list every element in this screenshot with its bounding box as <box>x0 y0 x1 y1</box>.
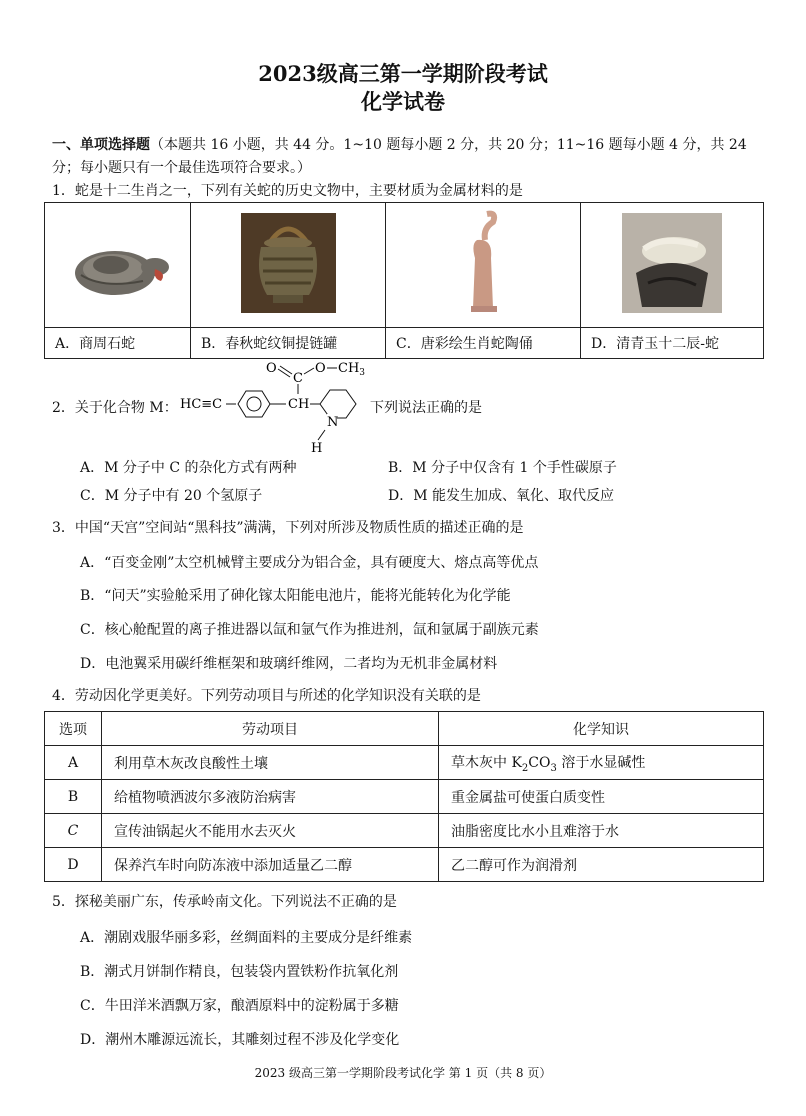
q2-stem-prefix: 2．关于化合物 M： <box>52 400 178 416</box>
section-heading: 一、单项选择题 <box>52 137 150 153</box>
section-note-cont: 分；每小题只有一个最佳选项符合要求。） <box>52 160 311 176</box>
q1-option-b: B．春秋蛇纹铜提链罐 <box>191 328 386 359</box>
structure-hydrogen: H <box>311 441 323 455</box>
compound-m-structure <box>180 360 370 455</box>
q2-option-d: D．M 能发生加成、氧化、取代反应 <box>388 488 615 504</box>
q1-image-cell-d <box>581 203 764 328</box>
q4-header-row <box>45 712 764 746</box>
q1-option-a: A．商周石蛇 <box>45 328 191 359</box>
q4-row-labor: 保养汽车时向防冻液中添加适量乙二醇 <box>102 848 439 882</box>
structure-carbonyl-o: O <box>266 361 277 376</box>
q1-image-table <box>44 202 764 359</box>
table-row <box>45 746 764 780</box>
structure-carbon: C <box>293 371 303 386</box>
exam-title: 2023级高三第一学期阶段考试 <box>258 61 548 86</box>
q4-row-option: D <box>45 848 102 882</box>
table-row <box>45 814 764 848</box>
stone-snake-image <box>63 223 173 303</box>
q3-option-d: D．电池翼采用碳纤维框架和玻璃纤维网，二者均为无机非金属材料 <box>80 656 498 672</box>
q4-header-knowledge: 化学知识 <box>439 712 764 746</box>
q4-stem: 4．劳动因化学更美好。下列劳动项目与所述的化学知识没有关联的是 <box>52 688 481 704</box>
q4-row-option: C <box>45 814 102 848</box>
bronze-jar-image <box>241 213 336 313</box>
section-heading-line <box>52 135 747 155</box>
q5-option-c: C．牛田洋米酒飘万家，酿酒原料中的淀粉属于多糖 <box>80 998 399 1014</box>
q4-header-option: 选项 <box>45 712 102 746</box>
q1-option-c: C．唐彩绘生肖蛇陶俑 <box>386 328 581 359</box>
q1-image-cell-c <box>386 203 581 328</box>
q5-stem: 5．探秘美丽广东，传承岭南文化。下列说法不正确的是 <box>52 894 397 910</box>
q4-header-labor: 劳动项目 <box>102 712 439 746</box>
q1-image-cell-b <box>191 203 386 328</box>
q4-row-labor: 利用草木灰改良酸性土壤 <box>102 746 439 780</box>
q2-option-b: B．M 分子中仅含有 1 个手性碳原子 <box>388 460 617 476</box>
benzene-ring <box>238 391 270 417</box>
q4-table <box>44 711 764 882</box>
structure-methyl: CH <box>338 361 360 376</box>
q5-option-d: D．潮州木雕源远流长，其雕刻过程不涉及化学变化 <box>80 1032 400 1048</box>
structure-ch: CH <box>288 397 310 412</box>
q3-option-c: C．核心舱配置的离子推进器以氙和氩气作为推进剂，氙和氩属于副族元素 <box>80 622 539 638</box>
q5-option-a: A．潮剧戏服华丽多彩，丝绸面料的主要成分是纤维素 <box>80 930 413 946</box>
q1-image-cell-a <box>45 203 191 328</box>
q3-option-a: A．“百变金刚”太空机械臂主要成分为铝合金，具有硬度大、熔点高等优点 <box>80 555 539 571</box>
section-note: （本题共 16 小题，共 44 分。1~10 题每小题 2 分，共 20 分；11~16 题每小题 4 分，共 24 <box>150 137 747 153</box>
q4-row-knowledge: 重金属盐可使蛋白质变性 <box>439 780 764 814</box>
q5-option-b: B．潮式月饼制作精良，包装袋内置铁粉作抗氧化剂 <box>80 964 399 980</box>
page-footer: 2023 级高三第一学期阶段考试化学 第 1 页（共 8 页） <box>254 1066 552 1080</box>
svg-text:CH3 <box>338 361 365 378</box>
q3-stem: 3．中国“天宫”空间站“黑科技”满满，下列对所涉及物质性质的描述正确的是 <box>52 520 524 536</box>
q2-option-c: C．M 分子中有 20 个氢原子 <box>80 488 263 504</box>
structure-ether-o: O <box>315 361 326 376</box>
q4-row-option: A <box>45 746 102 780</box>
q1-option-d: D．清青玉十二辰-蛇 <box>581 328 764 359</box>
q2-option-a: A．M 分子中 C 的杂化方式有两种 <box>80 460 297 476</box>
structure-alkyne: HC≡C <box>180 397 223 412</box>
q1-stem: 1．蛇是十二生肖之一，下列有关蛇的历史文物中，主要材质为金属材料的是 <box>52 183 523 199</box>
piperidine-ring <box>320 390 356 418</box>
q2-stem-suffix: 下列说法正确的是 <box>370 400 482 416</box>
pottery-figure-image <box>453 208 513 318</box>
q3-option-b: B．“问天”实验舱采用了砷化镓太阳能电池片，能将光能转化为化学能 <box>80 588 511 604</box>
table-row <box>45 848 764 882</box>
q4-row-option: B <box>45 780 102 814</box>
table-row <box>45 780 764 814</box>
q4-row-knowledge: 油脂密度比水小且难溶于水 <box>439 814 764 848</box>
exam-subject: 化学试卷 <box>361 89 445 114</box>
jade-snake-image <box>622 213 722 313</box>
structure-methyl-sub: 3 <box>359 368 366 378</box>
q4-row-knowledge: 草木灰中 $K_2CO_3$ 溶于水显碱性 <box>439 746 764 780</box>
q4-row-knowledge: 乙二醇可作为润滑剂 <box>439 848 764 882</box>
structure-nitrogen: N <box>327 415 339 430</box>
q4-row-labor: 给植物喷洒波尔多液防治病害 <box>102 780 439 814</box>
q4-row-labor: 宣传油锅起火不能用水去灭火 <box>102 814 439 848</box>
